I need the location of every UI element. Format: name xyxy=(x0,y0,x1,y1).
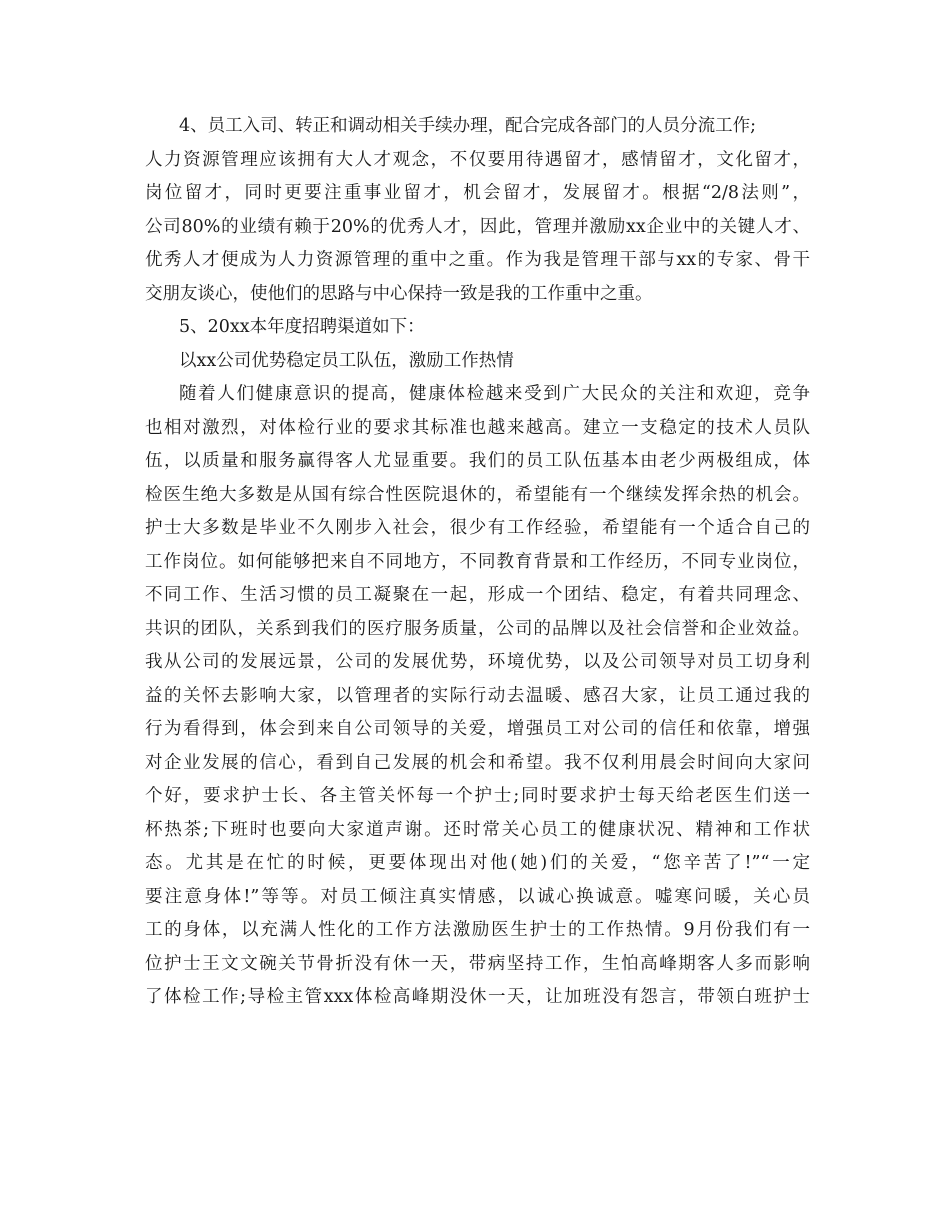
text-line: 行为看得到，体会到来自公司领导的关爱，增强员工对公司的信任和依靠，增强 xyxy=(145,719,810,739)
text-line: 杯热茶;下班时也要向大家道声谢。还时常关心员工的健康状况、精神和工作状 xyxy=(145,819,810,840)
document-body-text xyxy=(145,110,810,1015)
text-line: 要注意身体!”等等。对员工倾注真实情感，以诚心换诚意。嘘寒问暖，关心员 xyxy=(145,886,810,907)
text-line: 也相对激烈，对体检行业的要求其标准也越来越高。建立一支稳定的技术人员队 xyxy=(145,417,810,438)
text-line: 工作岗位。如何能够把来自不同地方，不同教育背景和工作经历，不同专业岗位， xyxy=(145,551,810,572)
text-line: 不同工作、生活习惯的员工凝聚在一起，形成一个团结、稳定，有着共同理念、 xyxy=(145,585,810,605)
text-line: 检医生绝大多数是从国有综合性医院退休的，希望能有一个继续发挥余热的机会。 xyxy=(145,484,810,505)
text-line: 5、20xx本年度招聘渠道如下： xyxy=(179,317,425,337)
text-line: 个好，要求护士长、各主管关怀每一个护士;同时要求护士每天给老医生们送一 xyxy=(145,786,810,806)
text-line: 公司80%的业绩有赖于20%的优秀人才，因此，管理并激励xx企业中的关键人才、 xyxy=(145,216,810,237)
text-line: 益的关怀去影响大家，以管理者的实际行动去温暖、感召大家，让员工通过我的 xyxy=(145,685,810,706)
text-line: 人力资源管理应该拥有大人才观念，不仅要用待遇留才，感情留才，文化留才， xyxy=(145,149,810,170)
text-line: 交朋友谈心，使他们的思路与中心保持一致是我的工作重中之重。 xyxy=(145,283,653,304)
text-line: 以xx公司优势稳定员工队伍，激励工作热情 xyxy=(179,350,514,371)
text-line: 态。尤其是在忙的时候，更要体现出对他(她)们的关爱，“您辛苦了!”“一定 xyxy=(145,853,810,873)
text-line: 优秀人才便成为人力资源管理的重中之重。作为我是管理干部与xx的专家、骨干 xyxy=(145,250,810,270)
text-line: 随着人们健康意识的提高，健康体检越来受到广大民众的关注和欢迎，竞争 xyxy=(179,384,810,404)
text-line: 共识的团队，关系到我们的医疗服务质量，公司的品牌以及社会信誉和企业效益。 xyxy=(145,618,810,639)
text-line: 护士大多数是毕业不久刚步入社会，很少有工作经验，希望能有一个适合自己的 xyxy=(145,518,810,538)
text-line: 了体检工作;导检主管xxx体检高峰期没休一天，让加班没有怨言，带领白班护士 xyxy=(145,987,810,1007)
text-line: 伍，以质量和服务赢得客人尤显重要。我们的员工队伍基本由老少两极组成，体 xyxy=(145,451,810,471)
text-line: 对企业发展的信心，看到自己发展的机会和希望。我不仅利用晨会时间向大家问 xyxy=(145,752,810,773)
text-line: 工的身体，以充满人性化的工作方法激励医生护士的工作热情。9月份我们有一 xyxy=(145,920,810,940)
text-line: 4、员工入司、转正和调动相关手续办理，配合完成各部门的人员分流工作; xyxy=(179,116,757,136)
text-line: 我从公司的发展远景，公司的发展优势，环境优势，以及公司领导对员工切身利 xyxy=(145,652,810,672)
text-line: 岗位留才，同时更要注重事业留才，机会留才，发展留才。根据“2/8法则”， xyxy=(145,183,810,203)
text-line: 位护士王文文碗关节骨折没有休一天，带病坚持工作，生怕高峰期客人多而影响 xyxy=(145,953,810,974)
